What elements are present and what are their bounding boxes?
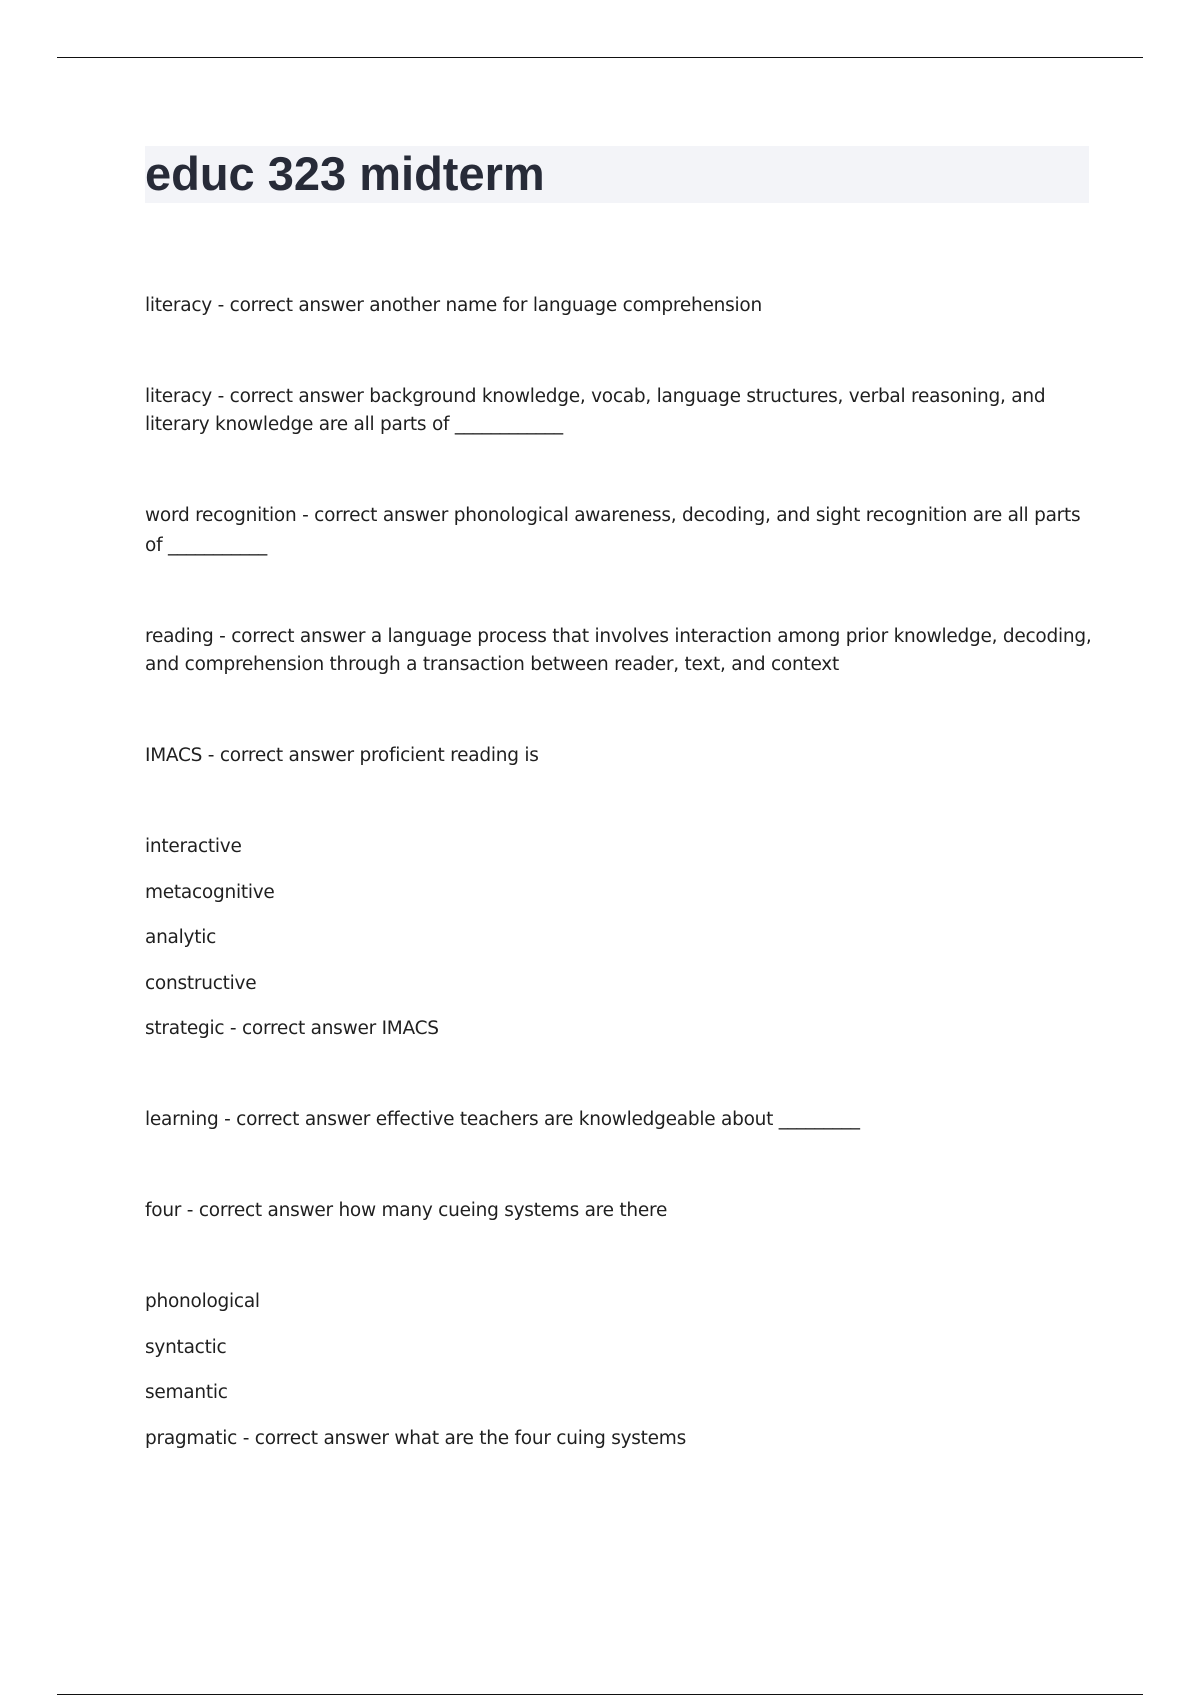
- text-line: word recognition - correct answer phonological awareness, decoding, and sight recognition are all parts: [145, 505, 1081, 526]
- text-line: strategic - correct answer IMACS: [145, 1018, 439, 1039]
- top-rule: [57, 57, 1143, 58]
- text-line: pragmatic - correct answer what are the four cuing systems: [145, 1428, 686, 1449]
- text-line: semantic: [145, 1382, 228, 1403]
- document-title: educ 323 midterm: [145, 147, 545, 200]
- text-line: four - correct answer how many cueing systems are there: [145, 1200, 668, 1221]
- text-line: literacy - correct answer another name for language comprehension: [145, 295, 762, 316]
- text-line: literary knowledge are all parts of ____________: [145, 414, 563, 435]
- text-line: literacy - correct answer background knowledge, vocab, language structures, verbal reasoning, and: [145, 386, 1046, 407]
- text-line: metacognitive: [145, 882, 275, 903]
- text-line: phonological: [145, 1291, 260, 1312]
- text-line: IMACS - correct answer proficient reading is: [145, 745, 539, 766]
- text-line: constructive: [145, 973, 257, 994]
- bottom-rule: [57, 1694, 1143, 1695]
- text-line: learning - correct answer effective teachers are knowledgeable about _________: [145, 1109, 860, 1130]
- text-line: analytic: [145, 927, 217, 948]
- text-line: of ___________: [145, 535, 267, 556]
- text-line: interactive: [145, 836, 242, 857]
- text-line: and comprehension through a transaction between reader, text, and context: [145, 654, 839, 675]
- text-line: reading - correct answer a language process that involves interaction among prior knowledge, decoding,: [145, 626, 1092, 647]
- text-line: syntactic: [145, 1337, 227, 1358]
